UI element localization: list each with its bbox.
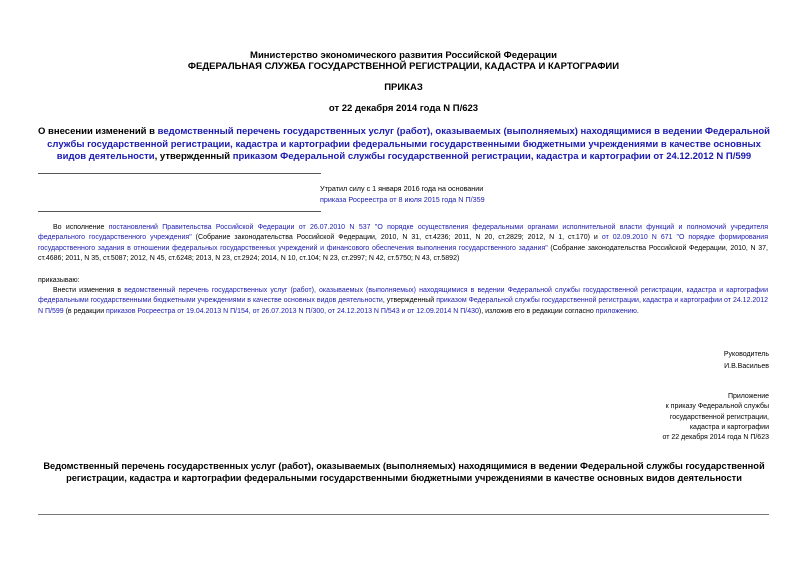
signature-block: [600, 349, 769, 372]
order-link-appendix[interactable]: приложению: [595, 307, 637, 315]
order-text-2: , утвержденный: [382, 297, 437, 305]
title-text-1: О внесении изменений в: [38, 126, 158, 137]
service-name: ФЕДЕРАЛЬНАЯ СЛУЖБА ГОСУДАРСТВЕННОЙ РЕГИСТРАЦИИ, КАДАСТРА И КАРТОГРАФИИ: [187, 61, 620, 72]
divider-top: [38, 173, 321, 174]
bottom-divider: [38, 514, 769, 515]
preamble-link-537[interactable]: постановлений Правительства Российской Федерации от 26.07.2010 N 537 "О порядке осуществления федеральными органами исполнительной власти функций и полномочий учредителя федерального государственного учреждения": [38, 224, 769, 242]
order-text-3: (в редакции: [63, 307, 107, 315]
lost-force-text: Утратил силу с 1 января 2016 года на основании: [320, 184, 484, 193]
title-link-order[interactable]: приказом Федеральной службы государственной регистрации, кадастра и картографии от 24.12.2012 N П/599: [232, 151, 752, 162]
order-word: приказываю:: [38, 277, 80, 284]
signature-role: Руководитель: [723, 351, 769, 358]
appendix-line-3: государственной регистрации,: [669, 413, 769, 421]
order-text-4: ), изложив его в редакции согласно: [478, 307, 596, 315]
appendix-line-1: Приложение: [727, 393, 769, 400]
divider-bottom: [38, 211, 321, 212]
preamble-text-2: (Собрание законодательства Российской Федерации, 2010, N 31, ст.4236; 2011, N 20, ст.2829; 2012, N 1, ст.170) и: [191, 234, 602, 242]
appendix-line-5: от 22 декабря 2014 года N П/623: [662, 434, 769, 442]
lost-force-note: [320, 184, 485, 205]
appendix-line-2: к приказу Федеральной службы: [665, 403, 769, 411]
title-text-2: , утвержденный: [154, 151, 233, 162]
preamble-paragraph: [38, 223, 768, 264]
title-link-list[interactable]: ведомственный перечень государственных услуг (работ), оказываемых (выполняемых) находящимися в ведении Федеральной службы государственной регистрации, кадастра и картографии федеральными государственными бюджетными учреждениями в качестве основных видов деятельности: [47, 126, 770, 162]
order-link-list[interactable]: ведомственный перечень государственных услуг (работ), оказываемых (выполняемых) находящимися в ведении Федеральной службы государственной регистрации, кадастра и картографии федеральными государственными бюджетными учреждениями в качестве основных видов деятельности: [38, 287, 769, 305]
preamble-text-3: (Собрание законодательства Российской Федерации, 2010, N 37, ст.4686; 2011, N 35, ст.5087; 2012, N 45, ст.6248; 2013, N 23, ст.2924; 2014, N 10, ст.104; N 23, ст.2997; N 42, ст.5750; N 43, ст.5892): [38, 244, 768, 262]
document-title: [34, 126, 774, 164]
appendix-line-4: кадастра и картографии: [689, 423, 769, 431]
preamble-text-1: Во исполнение: [53, 224, 109, 231]
ministry-name: Министерство экономического развития Российской Федерации: [250, 50, 557, 61]
order-text-5: .: [636, 307, 639, 315]
document-type: ПРИКАЗ: [384, 82, 423, 93]
lost-force-link[interactable]: приказа Росреестра от 8 июля 2015 года N П/359: [320, 194, 485, 204]
document-date: от 22 декабря 2014 года N П/623: [328, 103, 479, 114]
appendix-block: [600, 392, 769, 443]
preamble-link-671[interactable]: от 02.09.2010 N 671 "О порядке формирования государственного задания в отношении федеральных государственных учреждений и финансового обеспечения выполнения государственного задания": [38, 234, 768, 252]
order-link-amendments[interactable]: приказов Росреестра от 19.04.2013 N П/154, от 26.07.2013 N П/300, от 24.12.2013 N П/543 и от 12.09.2014 N П/430: [106, 307, 479, 315]
signature-name: И.В.Васильев: [724, 362, 769, 370]
order-link-599[interactable]: приказом Федеральной службы государственной регистрации, кадастра и картографии от 24.12.2012 N П/599: [38, 297, 768, 315]
order-paragraph: [38, 286, 768, 317]
appendix-title: Ведомственный перечень государственных услуг (работ), оказываемых (выполняемых) находящимися в ведении Федеральной службы государственной регистрации, кадастра и картографии федеральными государственными бюджетными учреждениями в качестве основных видов деятельности: [43, 461, 765, 483]
order-text-1: Внести изменения в: [53, 287, 125, 294]
